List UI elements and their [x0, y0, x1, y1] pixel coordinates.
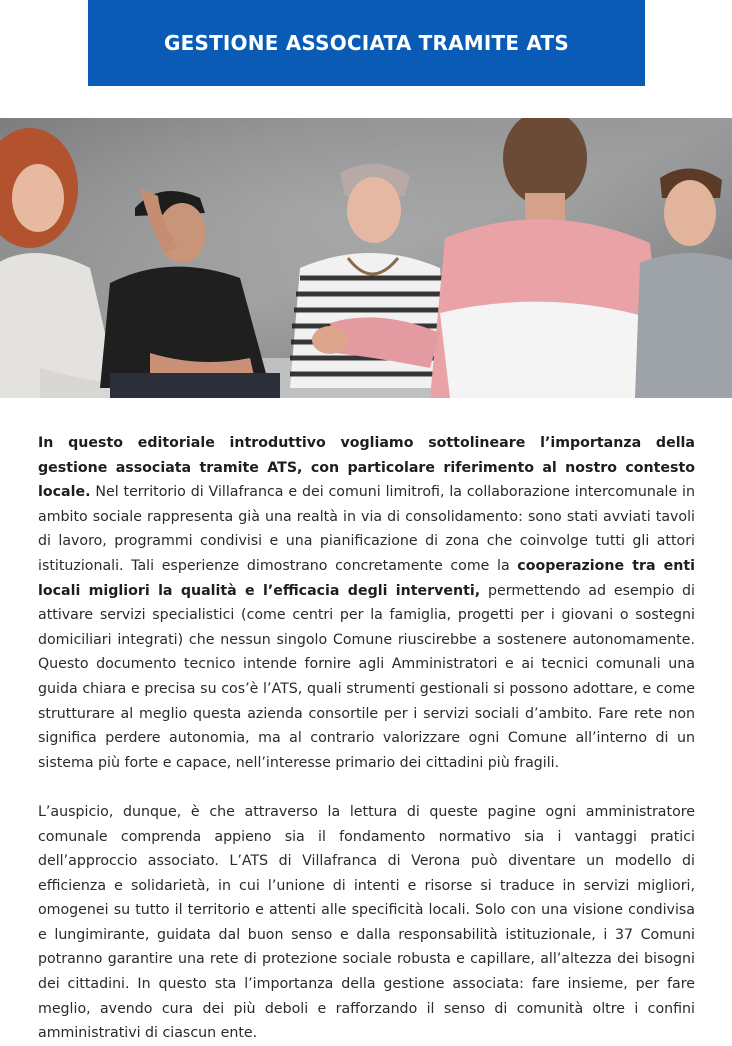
highlight-bold: cooperazione tra enti locali migliori la qualità e l’efficacia degli interventi, [38, 557, 695, 599]
group-discussion-photo [0, 118, 732, 398]
editorial-body [38, 431, 695, 1046]
paragraph-2: L’auspicio, dunque, è che attraverso la lettura di queste pagine ogni amministratore comunale comprenda appieno sia il fondamento normativo sia i vantaggi pratici dell’approccio associato. L’ATS di Villafranca di Verona può diventare un modello di efficienza e solidarietà, in cui l’unione di intenti e risorse si traduce in servizi migliori, omogenei su tutto il territorio e attenti alle specificità locali. Solo con una visione condivisa e lungimirante, guidata dal buon senso e dalla responsabilità istituzionale, i 37 Comuni potranno garantire una rete di protezione sociale robusta e capillare, all’altezza dei bisogni dei cittadini. In questo sta l’importanza della gestione associata: fare insieme, per fare meglio, avendo cura dei più deboli e rafforzando il senso di comunità oltre i confini amministrativi di ciascun ente. [38, 803, 695, 1042]
page-title: GESTIONE ASSOCIATA TRAMITE ATS [163, 31, 569, 55]
paragraph-1 [38, 431, 695, 775]
paragraph-1-text-b: permettendo ad esempio di attivare servizi specialistici (come centri per la famiglia, progetti per i giovani o sostegni domiciliari integrati) che nessun singolo Comune riuscirebbe a sostenere autonomamente. Questo documento tecnico intende fornire agli Amministratori e ai tecnici comunali una guida chiara e precisa su cos’è l’ATS, quali strumenti gestionali si possono adottare, e come strutturare al meglio questa azienda consortile per i servizi sociali d’ambito. Fare rete non significa perdere autonomia, ma al contrario valorizzare ogni Comune all’interno di un sistema più forte e capace, nell’interesse primario dei cittadini più fragili. [38, 582, 695, 771]
intro-bold: In questo editoriale introduttivo vogliamo sottolineare l’importanza della gestione associata tramite ATS, con particolare riferimento al nostro contesto locale. [38, 435, 695, 501]
title-banner [88, 0, 645, 86]
paragraph-1-text-a: Nel territorio di Villafranca e dei comuni limitrofi, la collaborazione intercomunale in ambito sociale rappresenta già una realtà in via di consolidamento: sono stati avviati tavoli di lavoro, programmi condivisi e una pianificazione di zona che coinvolge tutti gli attori istituzionali. Tali esperienze dimostrano concretamente come la [38, 484, 695, 574]
